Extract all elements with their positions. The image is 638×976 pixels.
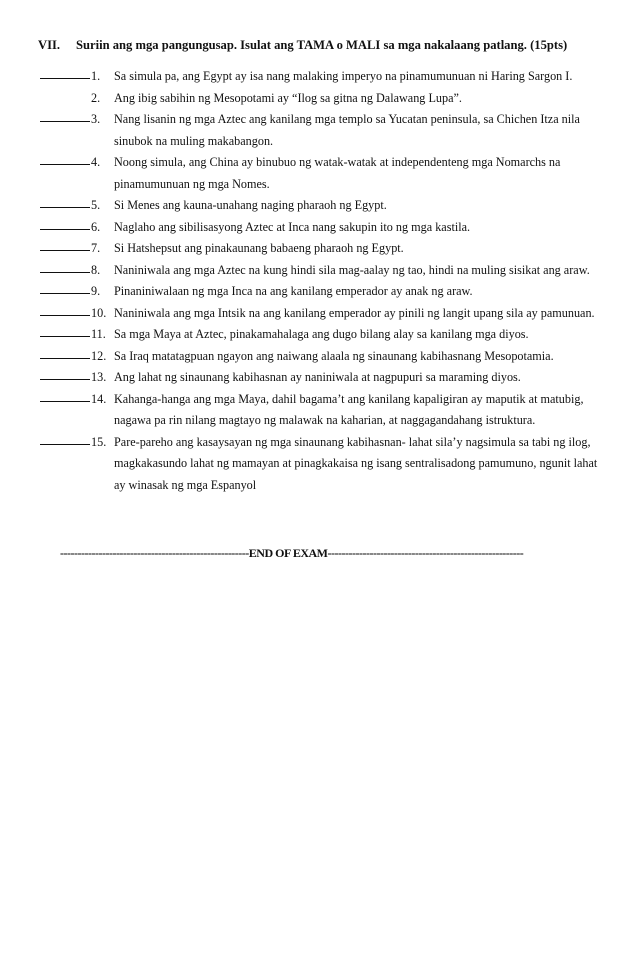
question-item (0, 238, 638, 260)
question-item (0, 195, 638, 217)
question-text: Kahanga-hanga ang mga Maya, dahil bagama’t ang kanilang kapaligiran ay maputik at matubig, nagawa pa rin nilang magtayo ng malawak na kaharian, at naggagandahang istruktura. (114, 391, 584, 427)
answer-blank[interactable] (40, 379, 90, 380)
question-item (0, 324, 638, 346)
question-number: 12. (91, 348, 107, 363)
question-text: Sa simula pa, ang Egypt ay isa nang malaking imperyo na pinamumunuan ni Haring Sargon I. (114, 69, 573, 83)
question-number: 1. (91, 69, 101, 83)
question-number: 2. (91, 90, 101, 105)
answer-blank[interactable] (40, 293, 90, 294)
question-number: 10. (91, 305, 107, 320)
question-text: Pare-pareho ang kasaysayan ng mga sinaunang kabihasnan- lahat sila’y nagsimula sa tabi ng ilog, magkakasundo lahat ng mamayan at pinagkakaisa ng isang sentralisadong pamumuno, ngunit lahat ay winasak ng mga Espanyol (114, 434, 598, 492)
question-text: Ang lahat ng sinaunang kabihasnan ay naniniwala at nagpupuri sa maraming diyos. (114, 370, 521, 384)
question-list (0, 66, 638, 496)
question-text: Sa mga Maya at Aztec, pinakamahalaga ang dugo bilang alay sa kanilang mga diyos. (114, 327, 529, 341)
question-item (0, 260, 638, 282)
question-text: Nang lisanin ng mga Aztec ang kanilang mga templo sa Yucatan peninsula, sa Chichen Itza nila sinubok na muling makabangon. (114, 112, 580, 148)
answer-blank[interactable] (40, 121, 90, 122)
question-number: 8. (91, 262, 101, 277)
question-item (0, 88, 638, 110)
answer-blank[interactable] (40, 78, 90, 79)
answer-blank[interactable] (40, 164, 90, 165)
question-item (0, 66, 638, 88)
section-number: VII. (38, 38, 61, 52)
question-item (0, 432, 638, 497)
question-number: 3. (91, 112, 101, 126)
answer-blank[interactable] (40, 444, 90, 445)
question-item (0, 367, 638, 389)
question-text: Naniniwala ang mga Intsik na ang kanilang emperador ay pinili ng langit upang sila ay pamunuan. (114, 305, 595, 320)
question-text: Naniniwala ang mga Aztec na kung hindi sila mag-aalay ng tao, hindi na muling sisikat ang araw. (114, 262, 590, 277)
question-item (0, 281, 638, 303)
answer-blank[interactable] (40, 229, 90, 230)
answer-blank[interactable] (40, 272, 90, 273)
question-number: 4. (91, 155, 101, 169)
question-text: Pinaniniwalaan ng mga Inca na ang kanilang emperador ay anak ng araw. (114, 284, 473, 298)
answer-blank[interactable] (40, 250, 90, 251)
answer-blank[interactable] (40, 315, 90, 316)
question-number: 6. (91, 219, 101, 234)
end-of-exam-line: ------------------------------------------------------END OF EXAM-------------------------------------------------------- (60, 546, 524, 560)
question-number: 5. (91, 198, 101, 212)
question-text: Ang ibig sabihin ng Mesopotami ay “Ilog sa gitna ng Dalawang Lupa”. (114, 90, 462, 105)
question-number: 7. (91, 241, 101, 255)
question-item (0, 303, 638, 325)
question-number: 14. (91, 391, 107, 406)
question-number: 15. (91, 434, 107, 449)
answer-blank[interactable] (40, 401, 90, 402)
question-text: Noong simula, ang China ay binubuo ng watak-watak at independenteng mga Nomarchs na pinamumunuan ng mga Nomes. (114, 155, 561, 191)
question-number: 11. (91, 327, 106, 341)
question-text: Si Hatshepsut ang pinakaunang babaeng pharaoh ng Egypt. (114, 241, 404, 255)
question-item (0, 217, 638, 239)
section-instruction: Suriin ang mga pangungusap. Isulat ang TAMA o MALI sa mga nakalaang patlang. (15pts) (76, 38, 568, 52)
question-item (0, 152, 638, 195)
answer-blank[interactable] (40, 336, 90, 337)
answer-blank[interactable] (40, 207, 90, 208)
question-item (0, 389, 638, 432)
question-text: Naglaho ang sibilisasyong Aztec at Inca nang sakupin ito ng mga kastila. (114, 219, 471, 234)
question-text: Sa Iraq matatagpuan ngayon ang naiwang alaala ng sinaunang kabihasnang Mesopotamia. (114, 348, 554, 363)
question-number: 9. (91, 284, 101, 298)
question-item (0, 109, 638, 152)
question-text: Si Menes ang kauna-unahang naging pharaoh ng Egypt. (114, 198, 387, 212)
question-item (0, 346, 638, 368)
answer-blank[interactable] (40, 358, 90, 359)
question-number: 13. (91, 370, 107, 384)
